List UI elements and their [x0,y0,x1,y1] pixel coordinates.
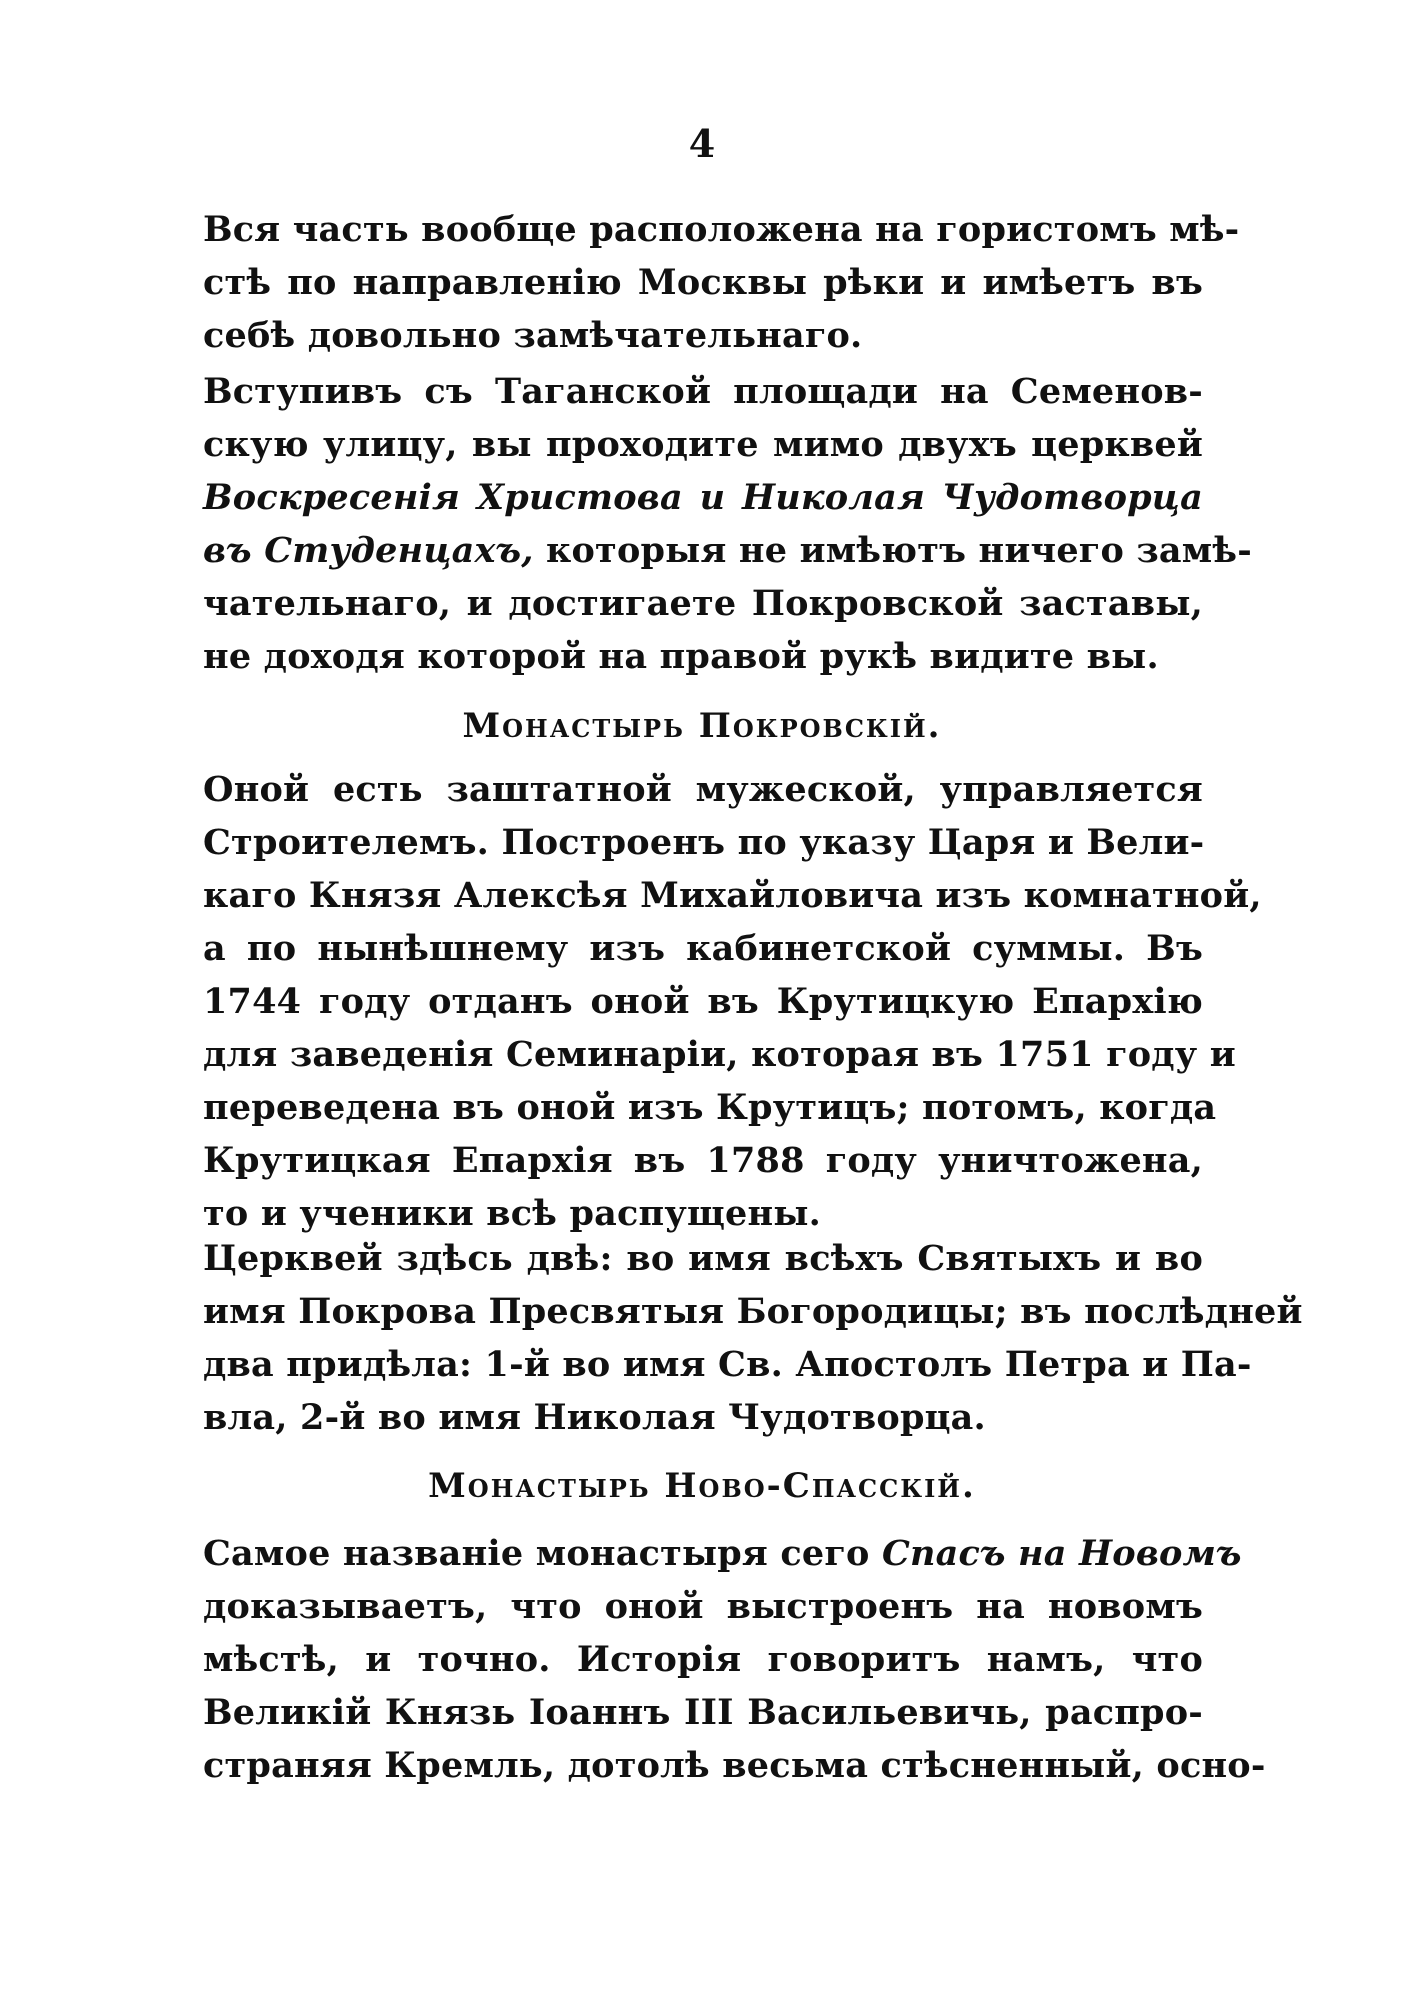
text-line: имя Покрова Пресвятыя Богородицы; въ послѣдней [203,1291,1303,1332]
text-fragment: которыя не имѣютъ ничего замѣ- [533,530,1252,571]
text-line: страняя Кремль, дотолѣ весьма стѣсненный, осно- [203,1745,1266,1786]
text-line: а по нынѣшнему изъ кабинетской суммы. Въ [203,928,1203,969]
text-line: для заведенія Семинаріи, которая въ 1751 году и [203,1034,1236,1075]
text-line: скую улицу, вы проходите мимо двухъ церквей [203,424,1203,465]
page-number: 4 [688,121,716,166]
text-line: доказываетъ, что оной выстроенъ на новомъ [203,1586,1203,1627]
section-heading-pokrovsky: Монастырь Покровскій. [462,706,942,746]
paragraph-pokrovsky-churches [203,1232,1303,1444]
monastery-name-italic: Спасъ на Новомъ [881,1533,1242,1574]
paragraph-intro [203,203,1240,362]
paragraph-novospassky [203,1527,1266,1792]
section-heading-novospassky: Монастырь Ново-Спасскій. [428,1466,976,1506]
paragraph-route [203,365,1252,683]
text-line: Крутицкая Епархія въ 1788 году уничтожена, [203,1140,1203,1181]
text-line: мѣстѣ, и точно. Исторія говоритъ намъ, что [203,1639,1203,1680]
text-line: Вступивъ съ Таганской площади на Семенов- [203,371,1203,412]
text-line: Строителемъ. Построенъ по указу Царя и Вели- [203,822,1205,863]
church-name-italic: въ Студенцахъ, [203,530,534,571]
text-line: вла, 2-й во имя Николая Чудотворца. [203,1397,986,1438]
text-line: стѣ по направленію Москвы рѣки и имѣетъ въ [203,262,1203,303]
text-line: каго Князя Алексѣя Михайловича изъ комнатной, [203,875,1262,916]
text-line: переведена въ оной изъ Крутицъ; потомъ, когда [203,1087,1217,1128]
text-line [203,524,1252,577]
text-line: то и ученики всѣ распущены. [203,1193,821,1234]
text-line: Оной есть заштатной мужеской, управляется [203,769,1203,810]
text-line: себѣ довольно замѣчательнаго. [203,315,863,356]
text-line: чательнаго, и достигаете Покровской заставы, [203,583,1203,624]
text-line: Церквей здѣсь двѣ: во имя всѣхъ Святыхъ и во [203,1238,1203,1279]
text-line: 1744 году отданъ оной въ Крутицкую Епархію [203,981,1203,1022]
text-line-italic: Воскресенія Христова и Николая Чудотворца [203,477,1203,518]
text-line: два придѣла: 1-й во имя Св. Апостолъ Петра и Па- [203,1344,1252,1385]
text-line: Великій Князь Іоаннъ III Васильевичь, распро- [203,1692,1203,1733]
text-fragment: Самое названіе монастыря сего [203,1533,882,1574]
paragraph-pokrovsky-history [203,763,1262,1240]
text-line [203,1527,1242,1580]
text-line: Вся часть вообще расположена на гористомъ мѣ- [203,209,1240,250]
text-line: не доходя которой на правой рукѣ видите вы. [203,636,1159,677]
